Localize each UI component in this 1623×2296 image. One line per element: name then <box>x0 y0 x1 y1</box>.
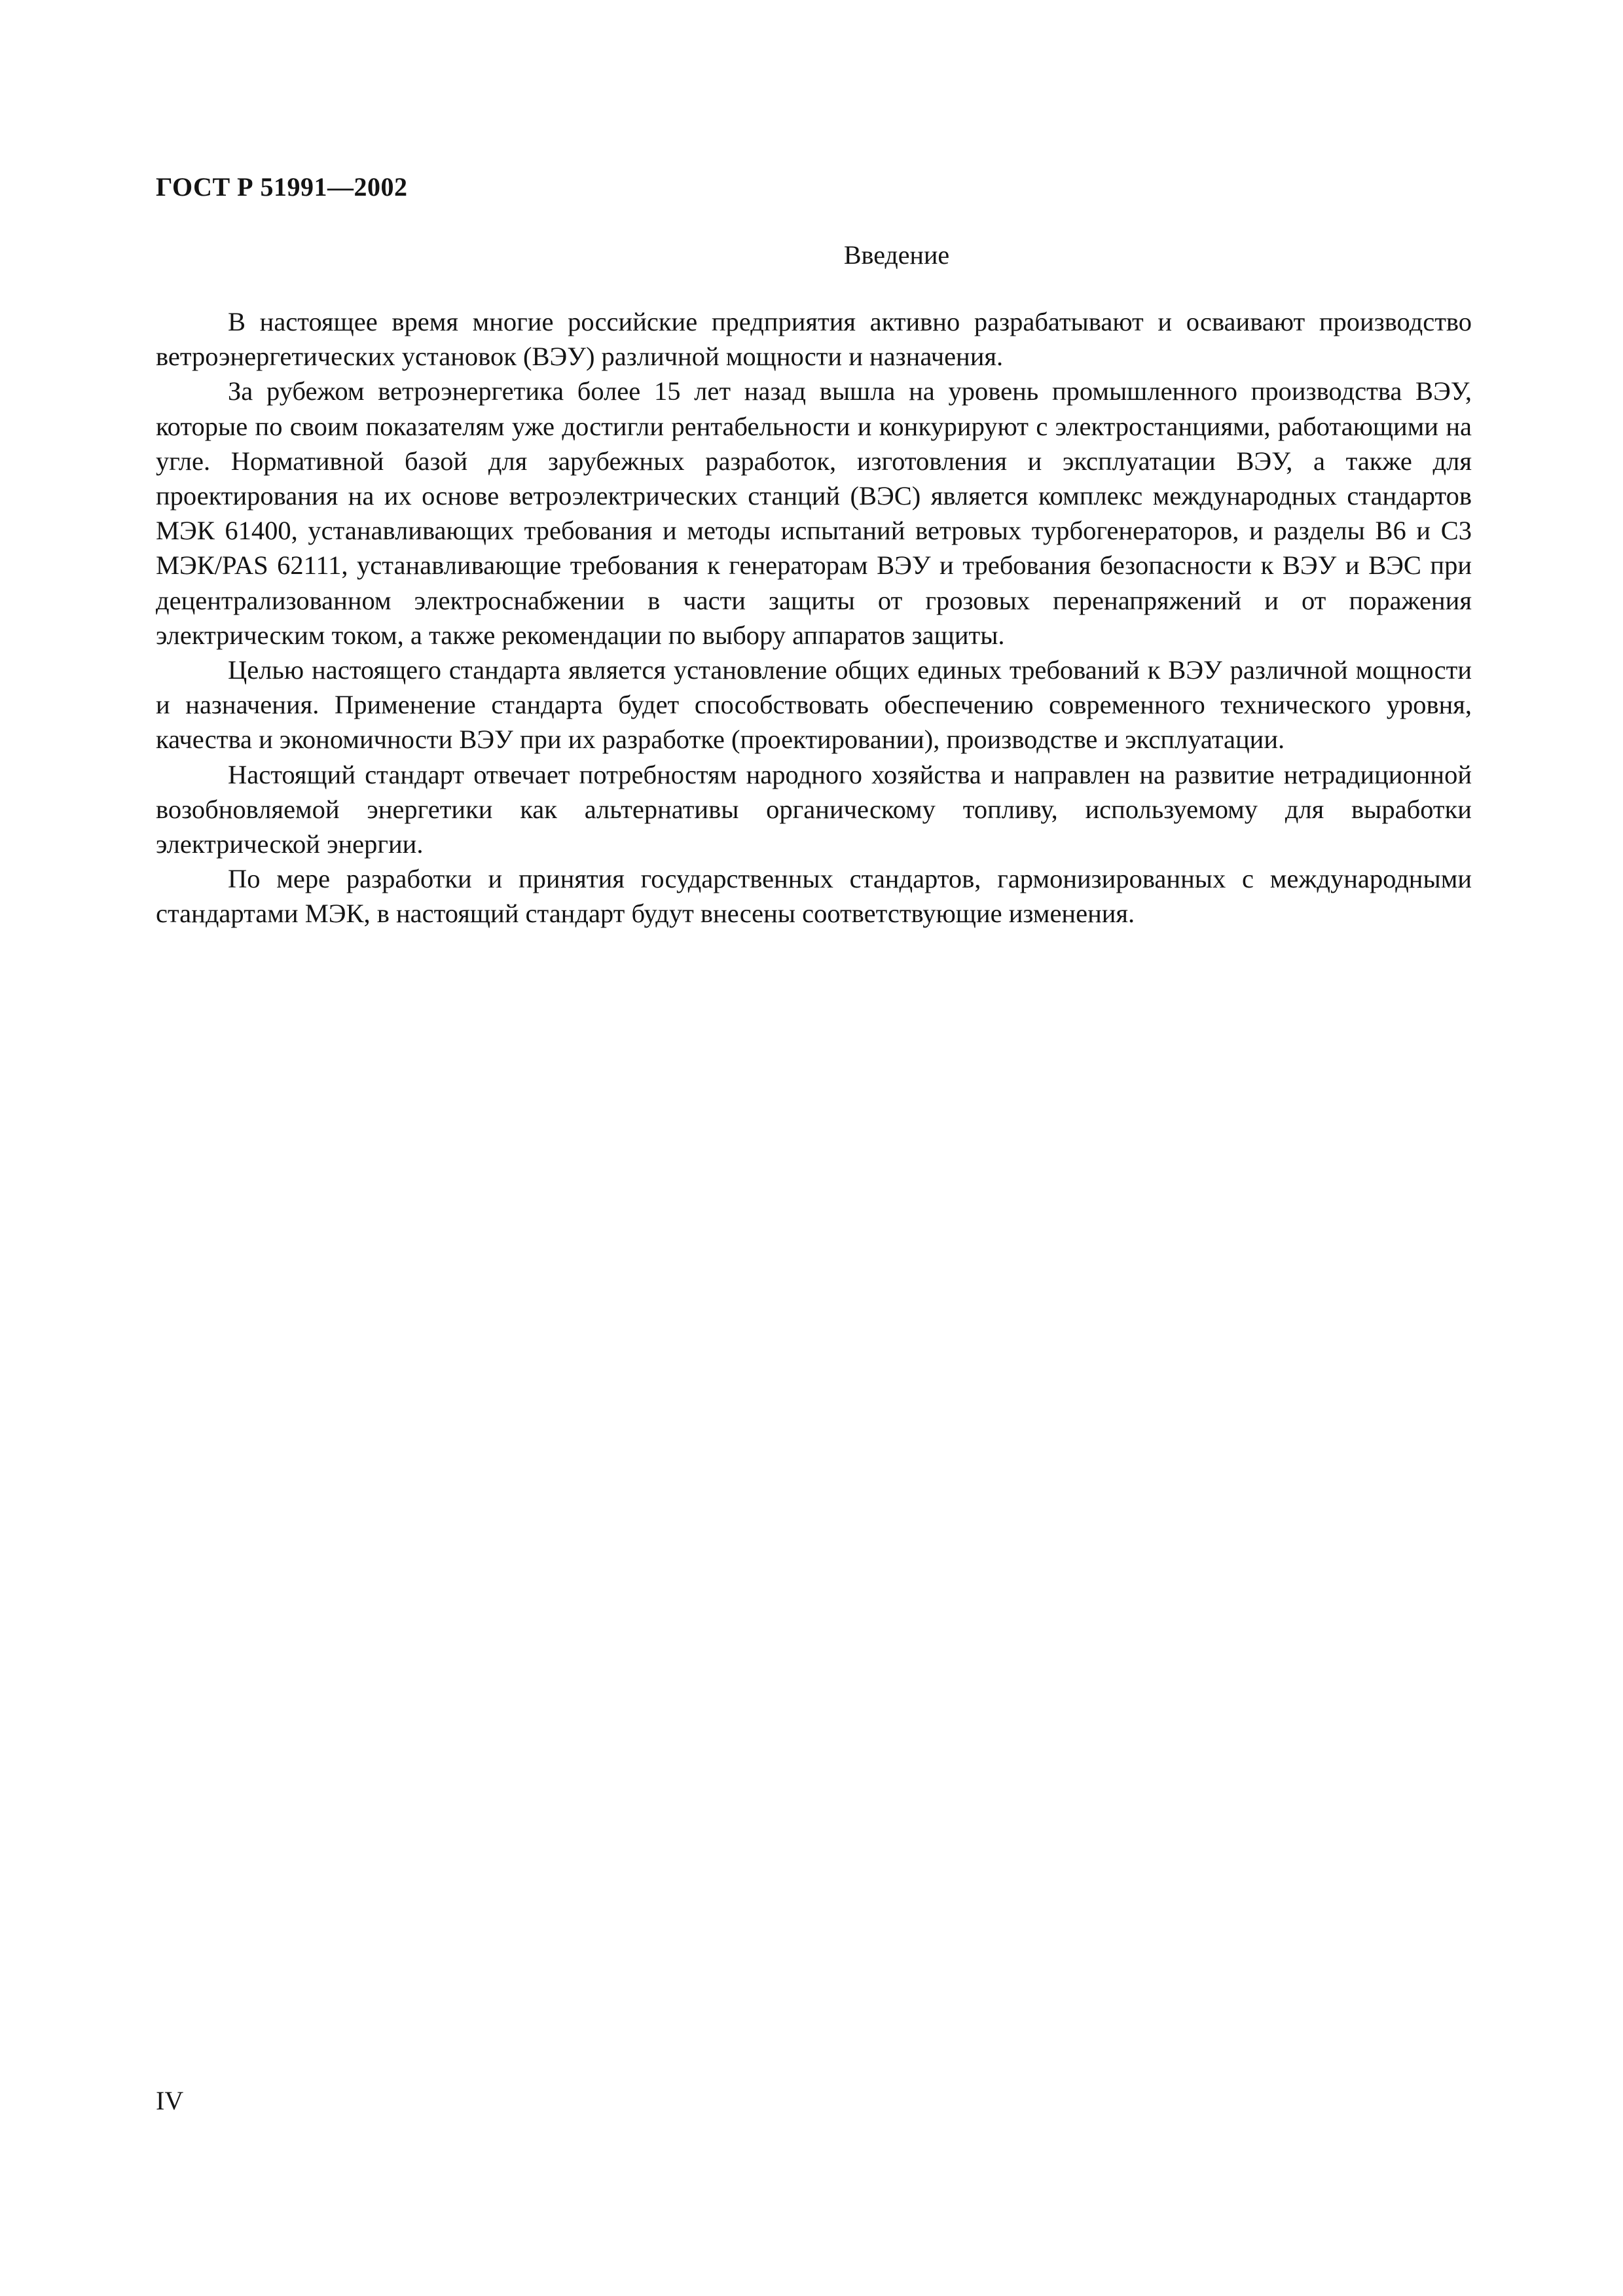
paragraph: По мере разработки и принятия государственных стандартов, гармонизированных с международными стандартами МЭК, в настоящий стандарт будут внесены соответствующие изменения. <box>156 864 1472 929</box>
paragraph: За рубежом ветроэнергетика более 15 лет назад вышла на уровень промышленного производства ВЭУ, которые по своим показателям уже достигли рентабельности и конкурируют с электростанциями, работающими на угле. Нормативной базой для зарубежных разработок, изготовления и эксплуатации ВЭУ, а также для проектирования на их основе ветроэлектрических станций (ВЭС) является комплекс международных стандартов МЭК 61400, устанавливающих требования и методы испытаний ветровых турбогенераторов, и разделы В6 и С3 МЭК/PAS 62111, устанавливающие требования к генераторам ВЭУ и требования безопасности к ВЭУ и ВЭС при децентрализованном электроснабжении в части защиты от грозовых перенапряжений и от поражения электрическим током, а также рекомендации по выбору аппаратов защиты. <box>156 376 1472 650</box>
standard-header: ГОСТ Р 51991—2002 <box>156 172 408 202</box>
page-number: IV <box>156 2086 184 2115</box>
introduction-body <box>156 304 1472 931</box>
section-title: Введение <box>843 240 950 270</box>
paragraph: Настоящий стандарт отвечает потребностям народного хозяйства и направлен на развитие нетрадиционной возобновляемой энергетики как альтернативы органическому топливу, используемому для выработки электрической энергии. <box>156 759 1472 859</box>
paragraph: В настоящее время многие российские предприятия активно разрабатывают и осваивают производство ветроэнергетических установок (ВЭУ) различной мощности и назначения. <box>156 307 1472 372</box>
paragraph: Целью настоящего стандарта является установление общих единых требований к ВЭУ различной мощности и назначения. Применение стандарта будет способствовать обеспечению современного технического уровня, качества и экономичности ВЭУ при их разработке (проектировании), производстве и эксплуатации. <box>156 655 1472 755</box>
